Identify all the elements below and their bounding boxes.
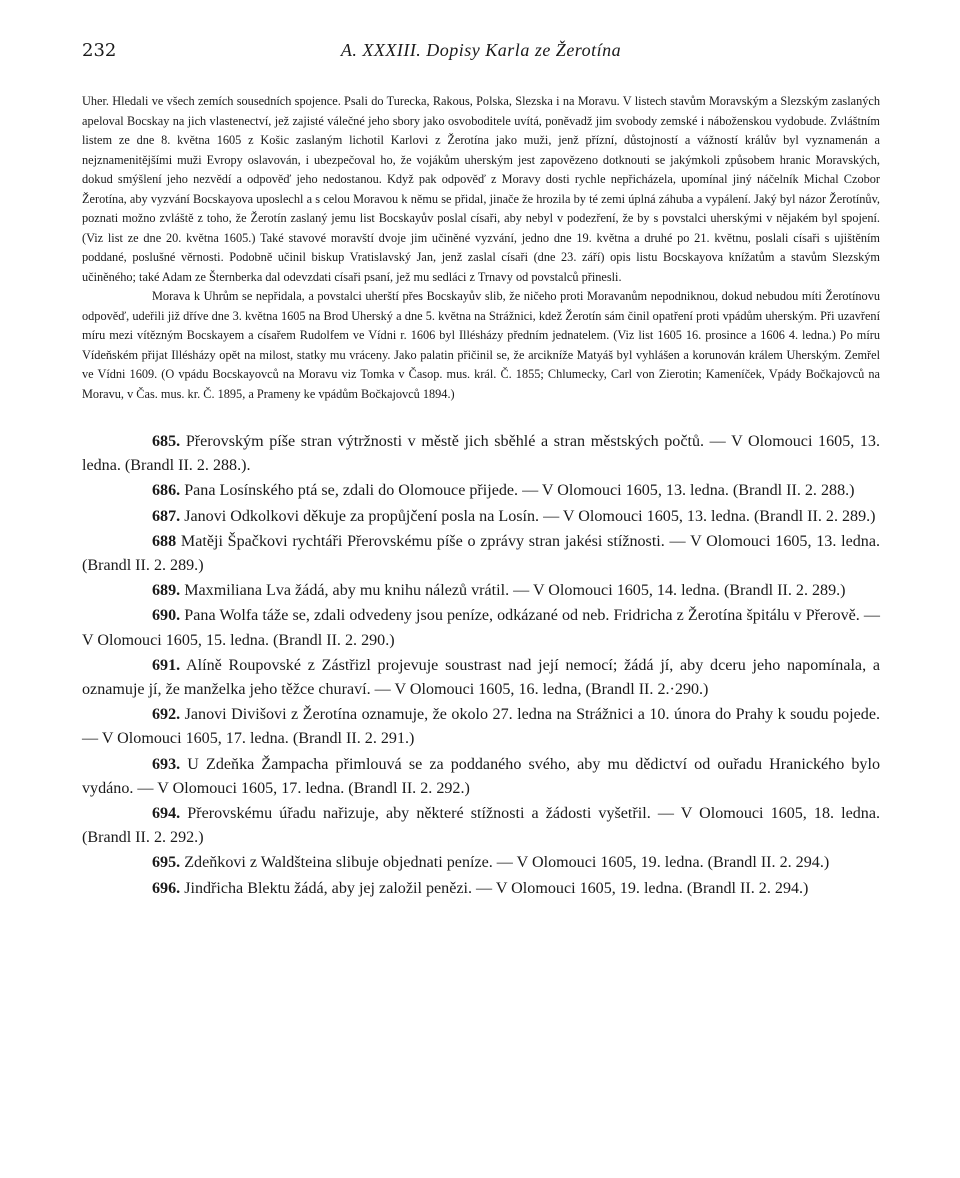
- entry-number: 693.: [152, 755, 181, 773]
- entry-text: Přerovským píše stran výtržnosti v městě jich sběhlé a stran městských počtů. — V Olomouci 1605, 13. ledna. (Brandl II. 2. 288.).: [82, 433, 881, 475]
- entry-text: U Zdeňka Žampacha přimlouvá se za poddaného svého, aby mu dědictví od ouřadu Hranického bylo vydáno. — V Olomouci 1605, 17. ledna. (Brandl II. 2. 292.): [82, 755, 880, 797]
- entry-text: Janovi Odkolkovi děkuje za propůjčení posla na Losín. — V Olomouci 1605, 13. ledna. (Brandl II. 2. 289.): [184, 507, 876, 525]
- entry-text: Matěji Špačkovi rychtáři Přerovskému píše o zprávy stran jakési stížnosti. — V Olomouci 1605, 13. ledna. (Brandl II. 2. 289.): [82, 532, 880, 575]
- entry-number: 694.: [152, 805, 181, 823]
- letter-entry: [82, 654, 880, 702]
- entry-text: Jindřicha Blektu žádá, aby jej založil penězi. — V Olomouci 1605, 19. ledna. (Brandl II. 2. 294.): [184, 879, 809, 897]
- entry-number: 696.: [152, 879, 181, 897]
- entry-text: Pana Wolfa táže se, zdali odvedeny jsou peníze, odkázané od neb. Fridricha z Žerotína špitálu v Přerově. — V Olomouci 1605, 15. ledna. (Brandl II. 2. 290.): [82, 607, 880, 649]
- entry-number: 687.: [152, 507, 181, 525]
- running-title: A. XXXIII. Dopisy Karla ze Žerotína: [340, 40, 622, 60]
- letter-entry: [82, 802, 880, 850]
- letter-entry: [82, 430, 880, 478]
- note-paragraph: Uher. Hledali ve všech zemích sousedních spojence. Psali do Turecka, Rakous, Polska, Slezska i na Moravu. V listech stavům Moravským a Slezským zaslaných apeloval Bocskay na jich vlastenectví, jež zajisté válečné jeho sbory jako osvoboditele uvítá, poněvadž jim svobody zemské i náboženskou vydobude. Zvláštním listem ze dne 8. května 1605 z Košic zaslaným lichotil Karlovi z Žerotína jako muži, jenž přízní, důstojností a vážností králův byl vyznamenán a nejznamenitějšími muži Evropy oslavován, i ubezpečoval ho, že vojákům uherským jest zapovězeno dotknouti se jakýmkoli způsobem hranic Moravských, dokud smýšlení jeho nezvědí a odpověď jeho nedostanou. Když pak odpověď z Moravy dosti rychle nepřicházela, upomínal jiný náčelník Michal Czobor Žerotína, aby vyzvání Bocskayova uposlechl a s celou Moravou k němu se přidal, jinače že hrozila by té zemi úplná záhuba a vypálení. Jaký byl názor Žerotínův, poznati možno zvláště z toho, že Žerotín zaslaný jemu list Bocskayův poslal císaři, aby nebyl v podezření, že by s povstalci uherskými v nějakém byl spojení. (Viz list ze dne 20. května 1605.) Také stavové moravští dvoje jim učiněné vyzvání, jedno dne 19. května a druhé po 21. květnu, poslali císaři s ujištěním poddané, poslušné věrnosti. Podobně učinil biskup Vratislavský Jan, jenž zaslal císaři (dne 23. září) opis listu Bocskayova knížatům a stavům Slezským učiněného; také Adam ze Šternberka dal odevzdati císaři psaní, jež mu sedláci z Trnavy od povstalců přinesli.: [82, 94, 880, 284]
- letter-entry: [82, 877, 880, 901]
- entry-number: 686.: [152, 482, 181, 500]
- entry-number: 689.: [152, 582, 181, 600]
- page: [82, 40, 880, 902]
- letter-entry: [82, 530, 880, 578]
- entry-text: Zdeňkovi z Waldšteina slibuje objednati peníze. — V Olomouci 1605, 19. ledna. (Brandl II. 2. 294.): [184, 854, 830, 872]
- letter-entry: [82, 479, 880, 503]
- note-paragraph: Morava k Uhrům se nepřidala, a povstalci uherští přes Bocskayův slib, že ničeho proti Moravanům nepodniknou, dokud nebudou míti Žerotínovu odpověď, udeřili již dříve dne 3. května 1605 na Brod Uherský a dne 5. května na Strážnici, kdež Žerotín sám činil opatření proti vpádům uherským. Při uzavření míru mezi vítězným Bocskayem a císařem Rudolfem ve Vídni r. 1606 byl Illésházy předním jednatelem. (Viz list 1605 16. prosince a 1606 4. ledna.) Po míru Vídeňském přijat Illésházy opět na milost, statky mu vráceny. Jako palatin přičinil se, že arcikníže Matyáš byl vyhlášen a korunován králem Uherským. Zemřel ve Vídni 1609. (O vpádu Bocskayovců na Moravu viz Tomka v Časop. mus. král. Č. 1855; Chlumecky, Carl von Zierotin; Kameníček, Vpády Bočkajovců na Moravu, v Čas. mus. kr. Č. 1895, a Prameny ke vpádům Bočkajovců 1894.): [82, 289, 880, 401]
- letter-entry: [82, 851, 880, 875]
- entry-number: 691.: [152, 656, 181, 674]
- entry-number: 692.: [152, 706, 181, 724]
- entry-text: Maxmiliana Lva žádá, aby mu knihu nálezů vrátil. — V Olomouci 1605, 14. ledna. (Brandl II. 2. 289.): [184, 582, 846, 600]
- letter-entries: [82, 430, 880, 901]
- entry-number: 690.: [152, 607, 181, 625]
- entry-text: Pana Losínského ptá se, zdali do Olomouce přijede. — V Olomouci 1605, 13. ledna. (Brandl II. 2. 288.): [184, 482, 855, 500]
- entry-text: Přerovskému úřadu nařizuje, aby některé stížnosti a žádosti vyšetřil. — V Olomouci 1605, 18. ledna. (Brandl II. 2. 292.): [82, 805, 881, 847]
- entry-text: Alíně Roupovské z Zástřizl projevuje soustrast nad její nemocí; žádá jí, aby dceru jeho napomínala, a oznamuje jí, že manželka jeho těžce churaví. — V Olomouci 1605, 16. ledna, (Brandl II. 2.·290.): [82, 656, 880, 699]
- entry-number: 685.: [152, 433, 181, 450]
- letter-entry: [82, 753, 880, 801]
- letter-entry: [82, 579, 880, 603]
- footnote-block: [82, 92, 880, 404]
- letter-entry: [82, 505, 880, 529]
- letter-entry: [82, 604, 880, 652]
- entry-number: 688: [152, 532, 177, 550]
- letter-entry: [82, 703, 880, 751]
- page-header: [82, 40, 880, 74]
- entry-number: 695.: [152, 854, 181, 872]
- entry-text: Janovi Divišovi z Žerotína oznamuje, že okolo 27. ledna na Strážnici a 10. února do Prahy k soudu pojede. — V Olomouci 1605, 17. ledna. (Brandl II. 2. 291.): [82, 706, 880, 748]
- page-number: 232: [82, 40, 117, 61]
